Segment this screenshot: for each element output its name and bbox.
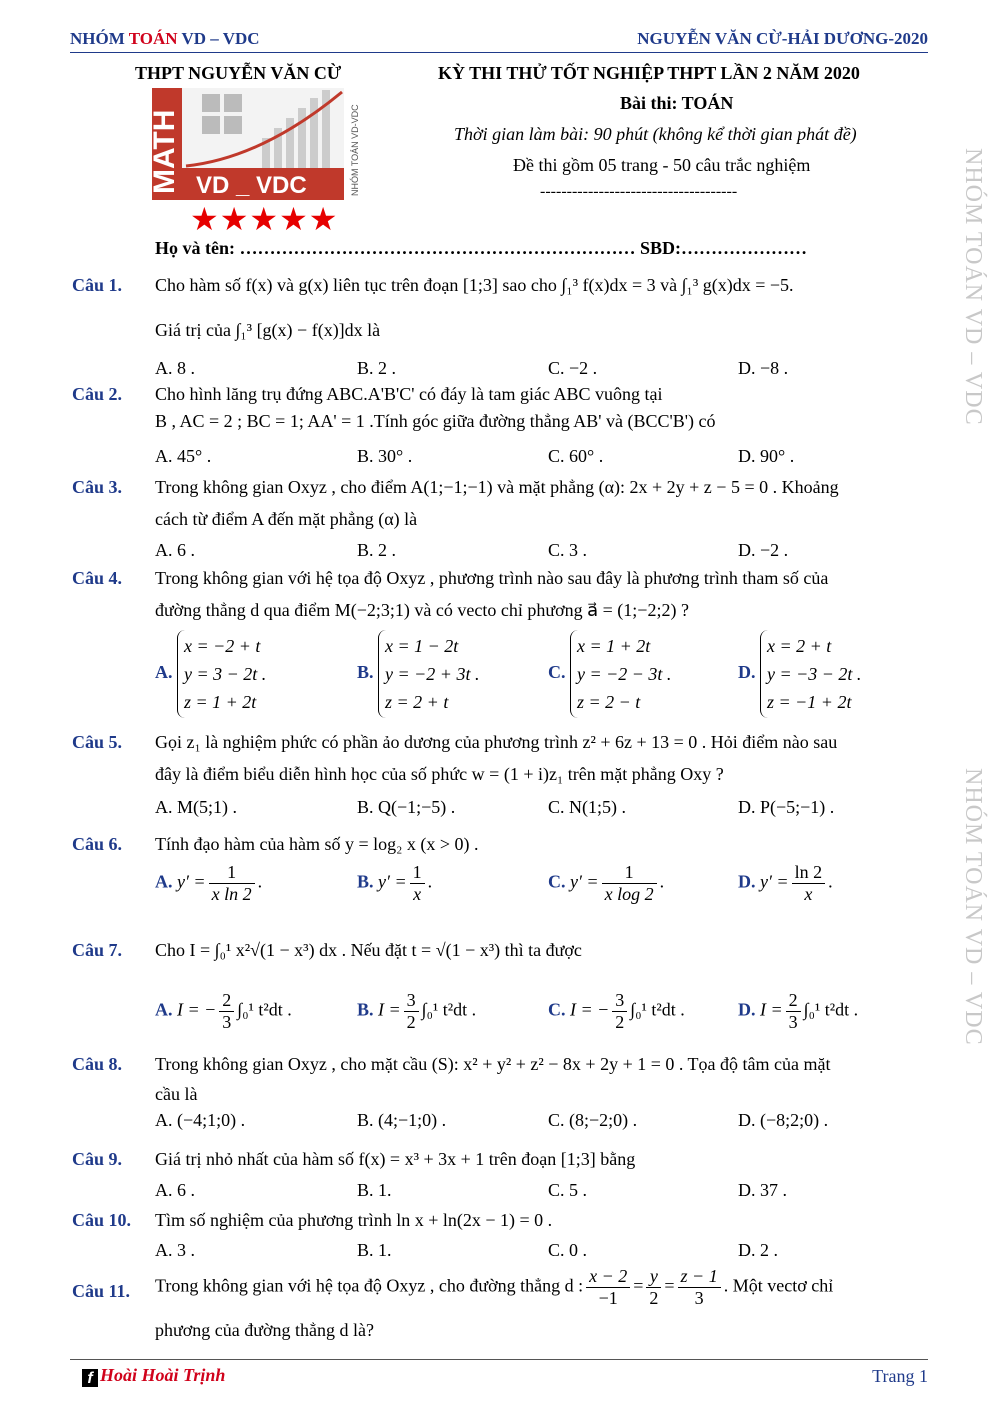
option-c: C. (8;−2;0) . <box>548 1110 638 1130</box>
header-group-name <box>70 29 260 49</box>
footer-author[interactable] <box>82 1365 225 1387</box>
option-b: B. Q(−1;−5) . <box>357 797 456 817</box>
side-watermark: NHÓM TOÁN VD – VDC <box>960 148 986 426</box>
question-text: Tìm số nghiệm của phương trình ln x + ln(2x − 1) = 0 . <box>155 1210 553 1230</box>
option-a: A. 6 . <box>155 1180 195 1200</box>
question-text: Giá trị nhỏ nhất của hàm số f(x) = x³ + 3x + 1 trên đoạn [1;3] bằng <box>155 1149 636 1169</box>
option-c: C. x = 1 + 2t y = −2 − 3t . z = 2 − t <box>548 630 677 718</box>
option-c: C. 3 . <box>548 540 588 560</box>
option-c: C. N(1;5) . <box>548 797 626 817</box>
facebook-icon: f <box>82 1369 98 1387</box>
option-d: D. 37 . <box>738 1180 787 1200</box>
option-b: B. 2 . <box>357 358 397 378</box>
author-name: Hoài Hoài Trịnh <box>100 1365 226 1385</box>
logo-brand-text: VD _ VDC <box>196 172 307 199</box>
question-text: Cho I = ∫₀¹ x²√(1 − x³) dx . Nếu đặt t = √(1 − x³) thì ta được <box>155 940 582 960</box>
question-label: Câu 7. <box>72 940 123 960</box>
option-b: B. 1. <box>357 1240 392 1260</box>
name-sbd-line: Họ và tên: ………………………………………………………… SBD:………………… <box>155 238 807 258</box>
option-d: D. P(−5;−1) . <box>738 797 835 817</box>
option-b: B. y′ = $\frac{1}{x}$ . <box>357 862 433 904</box>
option-a: A. 3 . <box>155 1240 195 1260</box>
title-dashes: ------------------------------------- <box>540 183 738 200</box>
option-c: C. I = − $\frac{3}{2}$ ∫₀¹ t²dt . <box>548 990 685 1032</box>
exam-time: Thời gian làm bài: 90 phút (không kể thời gian phát đề) <box>454 124 857 144</box>
question-text: Cho hàm số f(x) và g(x) liên tục trên đoạn [1;3] sao cho ∫₁³ f(x)dx = 3 và ∫₁³ g(x)dx = −5. <box>155 275 794 295</box>
header-left-b: TOÁN <box>128 29 178 48</box>
option-b: B. (4;−1;0) . <box>357 1110 447 1130</box>
school-name: THPT NGUYỄN VĂN CỪ <box>135 63 342 83</box>
question-text-2: cầu là <box>155 1084 198 1104</box>
question-text: Gọi z₁ là nghiệm phức có phần ảo dương của phương trình z² + 6z + 13 = 0 . Hỏi điểm nào sau <box>155 732 838 752</box>
question-label: Câu 6. <box>72 834 123 854</box>
option-b: B. 1. <box>357 1180 392 1200</box>
option-b: B. I = $\frac{3}{2}$ ∫₀¹ t²dt . <box>357 990 477 1032</box>
question-text-2: phương của đường thẳng d là? <box>155 1320 374 1340</box>
question-label: Câu 11. <box>72 1281 131 1301</box>
question-label: Câu 1. <box>72 275 123 295</box>
option-c: C. y′ = $\frac{1}{\text{x log 2}}$ . <box>548 862 665 904</box>
logo-side-text: NHÓM TOÁN VD-VDC <box>350 104 360 196</box>
math-vd-vdc-logo <box>148 88 364 200</box>
footer-divider <box>70 1359 928 1360</box>
option-a: A. 45° . <box>155 446 212 466</box>
header-left-c: VD – VDC <box>177 29 260 48</box>
question-text-2: cách từ điểm A đến mặt phẳng (α) là <box>155 509 418 529</box>
option-c: C. 0 . <box>548 1240 588 1260</box>
option-a: A. x = −2 + t y = 3 − 2t . z = 1 + 2t <box>155 630 272 718</box>
option-d: D. 90° . <box>738 446 795 466</box>
option-a: A. (−4;1;0) . <box>155 1110 246 1130</box>
question-text: Trong không gian Oxyz , cho điểm A(1;−1;−1) và mặt phẳng (α): 2x + 2y + z − 5 = 0 . Khoảng <box>155 477 839 497</box>
option-c: C. −2 . <box>548 358 598 378</box>
question-text-2: đường thẳng d qua điểm M(−2;3;1) và có vecto chỉ phương a⃗ = (1;−2;2) ? <box>155 600 689 620</box>
question-label: Câu 8. <box>72 1054 123 1074</box>
question-text: Trong không gian với hệ tọa độ Oxyz , phương trình nào sau đây là phương trình tham số của <box>155 568 829 588</box>
exam-subject: Bài thi: TOÁN <box>620 93 734 113</box>
question-text: Cho hình lăng trụ đứng ABC.A'B'C' có đáy là tam giác ABC vuông tại <box>155 384 663 404</box>
header-divider <box>70 52 928 53</box>
option-c: C. 5 . <box>548 1180 588 1200</box>
exam-title: KỲ THI THỬ TỐT NGHIỆP THPT LẦN 2 NĂM 2020 <box>438 63 860 83</box>
option-d: D. I = $\frac{2}{3}$ ∫₀¹ t²dt . <box>738 990 859 1032</box>
option-a: A. I = − $\frac{2}{3}$ ∫₀¹ t²dt . <box>155 990 292 1032</box>
page-number: Trang 1 <box>872 1366 928 1386</box>
option-d: D. y′ = $\frac{\ln 2}{x}$ . <box>738 862 833 904</box>
question-text: Tính đạo hàm của hàm số y = log₂ x (x > 0) . <box>155 834 479 854</box>
question-label: Câu 9. <box>72 1149 123 1169</box>
option-c: C. 60° . <box>548 446 604 466</box>
rating-stars: ★★★★★ <box>190 201 339 237</box>
question-label: Câu 4. <box>72 568 123 588</box>
question-label: Câu 2. <box>72 384 123 404</box>
header-school-year: NGUYỄN VĂN CỪ-HẢI DƯƠNG-2020 <box>637 29 928 48</box>
option-b: B. 30° . <box>357 446 413 466</box>
question-text: Trong không gian với hệ tọa độ Oxyz , cho đường thẳng d : $\frac{x - 2}{-1}$ = $\frac{y}{2}$ = $\frac{z - 1}{3}$ . Một vectơ chỉ <box>155 1266 834 1308</box>
exam-pages: Đề thi gồm 05 trang - 50 câu trắc nghiệm <box>513 155 811 175</box>
option-d: D. x = 2 + t y = −3 − 2t . z = −1 + 2t <box>738 630 867 718</box>
option-d: D. (−8;2;0) . <box>738 1110 829 1130</box>
option-d: D. −8 . <box>738 358 789 378</box>
question-label: Câu 5. <box>72 732 123 752</box>
option-a: A. 6 . <box>155 540 195 560</box>
option-a: A. y′ = $\frac{1}{\text{x ln 2}}$ . <box>155 862 263 904</box>
option-b: B. 2 . <box>357 540 397 560</box>
header-left-a: NHÓM <box>70 29 129 48</box>
option-d: D. 2 . <box>738 1240 778 1260</box>
question-text-2: B , AC = 2 ; BC = 1; AA' = 1 .Tính góc giữa đường thẳng AB' và (BCC'B') có <box>155 411 716 431</box>
option-d: D. −2 . <box>738 540 789 560</box>
side-watermark: NHÓM TOÁN VD – VDC <box>960 768 986 1046</box>
question-label: Câu 10. <box>72 1210 132 1230</box>
question-text: Trong không gian Oxyz , cho mặt cầu (S): x² + y² + z² − 8x + 2y + 1 = 0 . Tọa độ tâm của mặt <box>155 1054 831 1074</box>
logo-math-text: MATH <box>148 109 181 194</box>
question-text-2: đây là điểm biểu diễn hình học của số phức w = (1 + i)z₁ trên mặt phẳng Oxy ? <box>155 764 724 784</box>
question-label: Câu 3. <box>72 477 123 497</box>
option-b: B. x = 1 − 2t y = −2 + 3t . z = 2 + t <box>357 630 485 718</box>
option-a: A. 8 . <box>155 358 195 378</box>
option-a: A. M(5;1) . <box>155 797 237 817</box>
question-text-2: Giá trị của ∫₁³ [g(x) − f(x)]dx là <box>155 320 381 340</box>
